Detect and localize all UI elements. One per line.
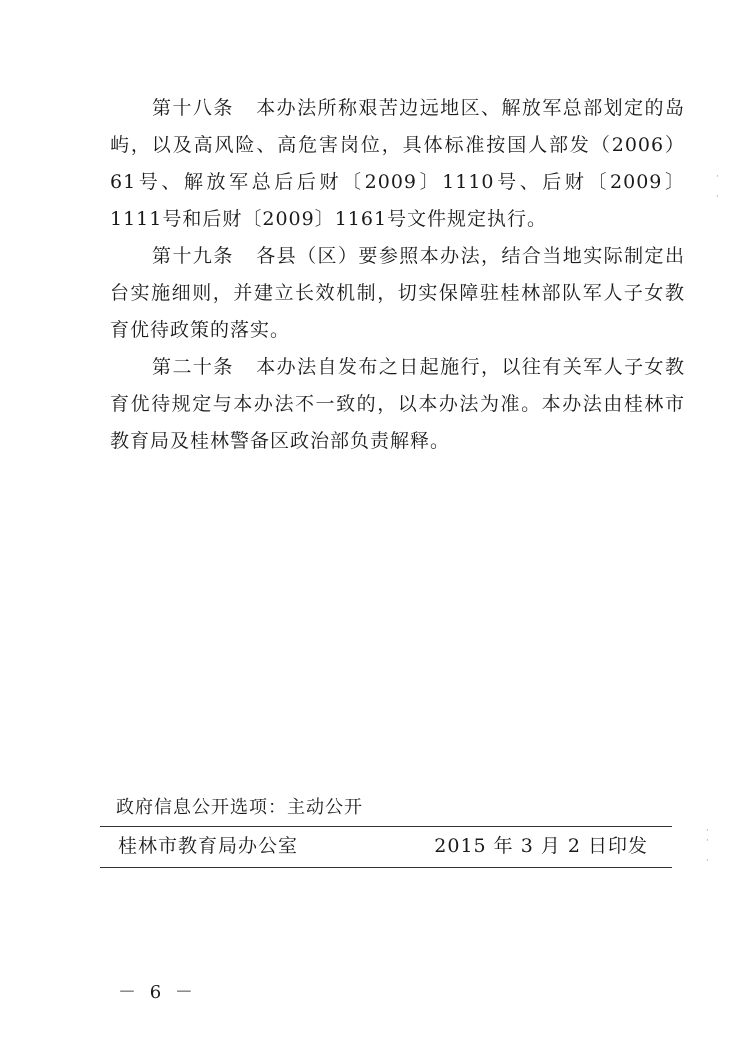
article-20-number: 第二十条 (152, 356, 234, 378)
article-18-number: 第十八条 (152, 97, 234, 119)
issuance-row (118, 831, 648, 861)
footer-rule-top (100, 826, 672, 827)
article-19 (110, 238, 685, 349)
print-date: 2015 年 3 月 2 日印发 (434, 835, 648, 857)
footer-rule-bottom (100, 867, 672, 868)
article-20 (110, 349, 685, 460)
scan-speck: · · (716, 172, 719, 202)
gov-info-disclosure: 政府信息公开选项：主动公开 (116, 797, 363, 818)
scan-speck: · · · (706, 826, 709, 866)
article-20-text: 本办法自发布之日起施行，以往有关军人子女教育优待规定与本办法不一致的，以本办法为准。本办法由桂林市教育局及桂林警备区政治部负责解释。 (110, 356, 685, 452)
article-18-text: 本办法所称艰苦边远地区、解放军总部划定的岛屿，以及高风险、高危害岗位，具体标准按国人部发（2006）61号、解放军总后后财〔2009〕1110号、后财〔2009〕1111号和后财〔2009〕1161号文件规定执行。 (110, 97, 685, 230)
body-text (110, 90, 685, 460)
article-19-number: 第十九条 (152, 245, 234, 267)
article-19-text: 各县（区）要参照本办法，结合当地实际制定出台实施细则，并建立长效机制，切实保障驻桂林部队军人子女教育优待政策的落实。 (110, 245, 685, 341)
issuer: 桂林市教育局办公室 (118, 835, 299, 857)
page-number: － 6 － (118, 982, 197, 1003)
article-18 (110, 90, 685, 238)
